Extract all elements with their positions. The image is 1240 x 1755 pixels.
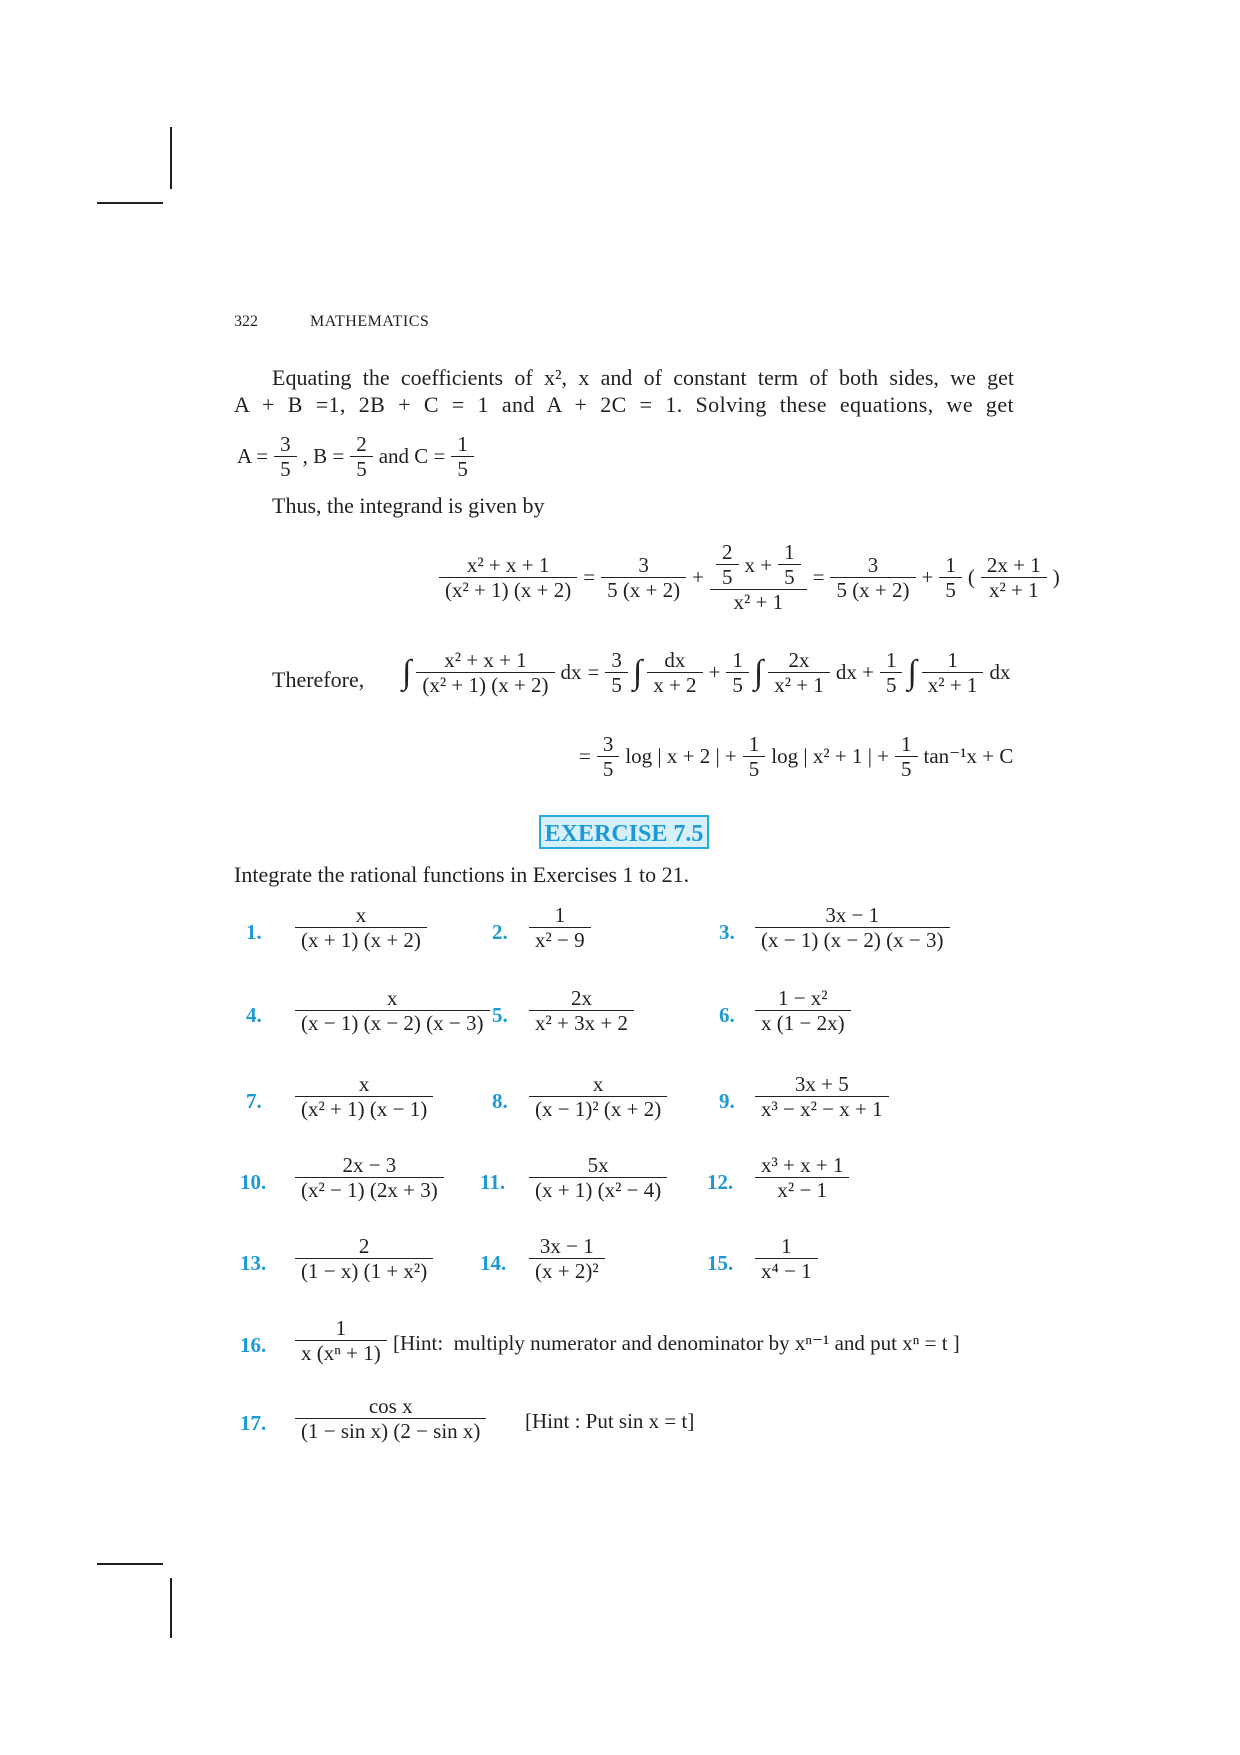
- math-text: x: [592, 1072, 604, 1096]
- denominator: [755, 1259, 818, 1283]
- math-text: x + 2: [653, 673, 697, 698]
- denominator: [295, 1011, 490, 1035]
- math-text: 5x: [587, 1153, 609, 1177]
- math-text: (x + 2)²: [535, 1259, 599, 1284]
- math-text: 2: [722, 540, 733, 564]
- denominator: [350, 457, 373, 481]
- exercise-11-expression: [526, 1153, 670, 1202]
- math-text: 5: [611, 673, 622, 698]
- math-text: (x − 1) (x − 2) (x − 3): [761, 928, 944, 953]
- math-text: x (1 − 2x): [761, 1011, 845, 1036]
- numerator: [755, 1153, 849, 1177]
- math-text: 2: [358, 1234, 370, 1258]
- exercise-4-expression: [292, 986, 493, 1035]
- math-text: (1 − x) (1 + x²): [301, 1259, 428, 1284]
- math-text: 2x: [570, 986, 592, 1010]
- exercise-7-expression: [292, 1072, 436, 1121]
- math-text: 3x − 1: [539, 1234, 594, 1258]
- math-text: 1: [732, 648, 743, 672]
- exercise-10-expression: [292, 1153, 447, 1202]
- exercise-3-expression: [752, 903, 953, 952]
- denominator: [830, 578, 915, 602]
- fraction: [768, 648, 830, 697]
- numerator: [981, 553, 1047, 577]
- math-text: x² + 1: [927, 673, 978, 698]
- denominator: [439, 578, 577, 602]
- exercise-6-expression: [752, 986, 854, 1035]
- therefore-label: Therefore,: [272, 667, 365, 692]
- numerator: [789, 1072, 855, 1096]
- exercise-16-expression: [292, 1316, 390, 1365]
- numerator: [597, 732, 620, 756]
- numerator: [363, 1394, 419, 1418]
- numerator: [451, 432, 474, 456]
- math-text: and C =: [378, 444, 446, 469]
- partial-fraction-equation: [436, 540, 1063, 614]
- math-text: 1: [945, 552, 956, 577]
- numerator: [565, 986, 598, 1010]
- numerator: [726, 648, 749, 672]
- denominator: [529, 1178, 667, 1202]
- math-text: 2: [356, 432, 367, 456]
- math-text: (x − 1)² (x + 2): [535, 1097, 662, 1122]
- math-text: x (xⁿ + 1): [301, 1341, 381, 1366]
- denominator: [295, 928, 427, 952]
- fraction: [939, 553, 962, 602]
- integral-sign: ∫: [402, 653, 412, 691]
- fraction: [755, 986, 851, 1035]
- math-text: x² − 1: [777, 1178, 828, 1203]
- numerator: [632, 553, 655, 577]
- denominator: [647, 673, 702, 697]
- numerator: [274, 432, 297, 456]
- math-text: 2x: [788, 648, 810, 672]
- fraction: [601, 553, 686, 602]
- numerator: [658, 648, 691, 672]
- math-text: =: [812, 564, 825, 589]
- exercise-number: 8.: [492, 1089, 508, 1113]
- math-text: 5: [722, 565, 733, 590]
- numerator: [587, 1072, 610, 1096]
- exercise-1-expression: [292, 903, 430, 952]
- numerator: [582, 1153, 615, 1177]
- fraction: [726, 648, 749, 697]
- math-text: 3: [280, 432, 291, 456]
- math-text: 3x − 1: [825, 903, 880, 927]
- fraction: [529, 986, 634, 1035]
- math-text: (x² + 1) (x + 2): [445, 577, 572, 602]
- fraction: [755, 903, 950, 952]
- fraction: [605, 648, 628, 697]
- exercise-number: 5.: [492, 1003, 508, 1027]
- denominator: [922, 673, 984, 697]
- math-text: x +: [744, 552, 773, 577]
- exercise-13-expression: [292, 1234, 436, 1283]
- math-text: 5 (x + 2): [607, 577, 681, 602]
- fraction: [529, 1153, 667, 1202]
- fraction: [895, 732, 918, 781]
- fraction: [529, 903, 591, 952]
- denominator: [755, 928, 950, 952]
- math-text: x² − 9: [535, 928, 585, 953]
- denominator: [939, 578, 962, 602]
- numerator: [939, 553, 962, 577]
- numerator: [880, 648, 903, 672]
- math-text: 5: [732, 673, 743, 698]
- denominator: [601, 578, 686, 602]
- exercise-2-expression: [526, 903, 594, 952]
- math-text: +: [692, 564, 704, 589]
- denominator: [416, 673, 554, 697]
- numerator: [819, 903, 885, 927]
- fraction: [778, 540, 801, 589]
- math-text: 1: [748, 732, 760, 756]
- math-text: x² + 1: [733, 590, 784, 615]
- exercise-12-expression: [752, 1153, 852, 1202]
- numerator: [772, 986, 834, 1010]
- math-text: 1: [554, 903, 566, 927]
- numerator: [775, 1234, 798, 1258]
- math-text: +: [921, 564, 934, 589]
- denominator: [726, 673, 749, 697]
- denominator: [295, 1178, 444, 1202]
- numerator: [895, 732, 918, 756]
- fraction: [416, 648, 554, 697]
- math-text: 1: [781, 1234, 792, 1258]
- math-text: (x² + 1) (x − 1): [301, 1097, 428, 1122]
- denominator: [295, 1097, 433, 1121]
- math-text: =: [583, 564, 596, 589]
- exercise-number: 6.: [719, 1003, 735, 1027]
- math-text: A =: [237, 444, 269, 469]
- math-text: (x − 1) (x − 2) (x − 3): [301, 1011, 484, 1036]
- math-text: x² + 1: [774, 673, 824, 698]
- math-text: ): [1052, 564, 1060, 589]
- denominator: [529, 1259, 605, 1283]
- paragraph-line: A + B =1, 2B + C = 1 and A + 2C = 1. Solving these equations, we get: [234, 392, 1014, 417]
- math-text: dx: [989, 660, 1011, 685]
- denominator: [768, 673, 830, 697]
- math-text: x: [355, 903, 367, 927]
- exercise-hint: [Hint: multiply numerator and denominator by xⁿ⁻¹ and put xⁿ = t ]: [393, 1331, 960, 1355]
- fraction: [647, 648, 702, 697]
- integral-sign: ∫: [632, 653, 643, 691]
- math-text: 1: [335, 1316, 347, 1340]
- math-text: +: [708, 660, 721, 685]
- integral-sign: ∫: [907, 653, 917, 691]
- denominator: [755, 1011, 851, 1035]
- numerator: [716, 540, 739, 564]
- exercise-8-expression: [526, 1072, 670, 1121]
- numerator: [941, 648, 964, 672]
- page-number: 322: [234, 313, 258, 330]
- denominator: [895, 757, 918, 781]
- math-text: 5: [356, 457, 367, 482]
- math-text: log | x + 2 | +: [625, 744, 737, 769]
- math-text: 1 − x²: [777, 986, 828, 1010]
- numerator: [605, 648, 628, 672]
- fraction: [274, 432, 297, 481]
- fraction: [295, 1316, 387, 1365]
- denominator: [529, 928, 591, 952]
- denominator: [295, 1259, 433, 1283]
- denominator: [597, 757, 620, 781]
- fraction: [295, 1072, 433, 1121]
- math-text: x² + 3x + 2: [535, 1011, 628, 1036]
- fraction: [755, 1072, 889, 1121]
- math-text: (x + 1) (x + 2): [301, 928, 421, 953]
- exercise-hint: [Hint : Put sin x = t]: [525, 1409, 695, 1433]
- crop-mark: [170, 127, 172, 189]
- numerator: [710, 540, 807, 589]
- math-text: 5: [901, 757, 912, 782]
- exercise-17-expression: [292, 1394, 489, 1443]
- exercise-number: 14.: [480, 1251, 507, 1275]
- exercise-number: 10.: [240, 1170, 267, 1194]
- exercise-number: 7.: [246, 1089, 262, 1113]
- math-text: (: [967, 564, 975, 589]
- math-text: dx: [664, 648, 686, 672]
- crop-mark: [97, 1563, 163, 1565]
- math-text: 1: [901, 732, 912, 756]
- exercise-number: 15.: [707, 1251, 734, 1275]
- exercise-number: 1.: [246, 920, 262, 944]
- math-text: 1: [784, 540, 795, 564]
- crop-mark: [97, 202, 163, 204]
- math-text: 5: [748, 757, 760, 782]
- exercise-title: EXERCISE 7.5: [539, 815, 709, 849]
- numerator: [330, 1316, 353, 1340]
- math-text: x³ − x² − x + 1: [761, 1097, 883, 1122]
- exercise-intro: Integrate the rational functions in Exercises 1 to 21.: [234, 862, 690, 887]
- denominator: [755, 1097, 889, 1121]
- denominator: [880, 673, 903, 697]
- math-text: =: [587, 660, 600, 685]
- fraction: [755, 1234, 818, 1283]
- integral-sign: ∫: [753, 653, 764, 691]
- math-text: x³ + x + 1: [761, 1153, 844, 1177]
- denominator: [274, 457, 297, 481]
- denominator: [605, 673, 628, 697]
- denominator: [743, 757, 766, 781]
- numerator: [353, 1234, 376, 1258]
- running-title: MATHEMATICS: [310, 313, 430, 330]
- math-text: x² + x + 1: [466, 552, 550, 577]
- fraction: [716, 540, 739, 589]
- fraction: [529, 1072, 667, 1121]
- exercise-15-expression: [752, 1234, 821, 1283]
- numerator: [350, 903, 373, 927]
- math-text: 5: [602, 757, 614, 782]
- denominator: [727, 590, 789, 614]
- fraction: [439, 553, 577, 602]
- numerator: [381, 986, 404, 1010]
- paragraph-line: Equating the coefficients of x², x and of constant term of both sides, we get: [272, 365, 1014, 390]
- fraction: [295, 1394, 486, 1443]
- exercise-9-expression: [752, 1072, 892, 1121]
- math-text: cos x: [368, 1394, 413, 1418]
- math-text: 3: [638, 552, 649, 577]
- math-text: =: [579, 744, 591, 769]
- math-text: x⁴ − 1: [761, 1259, 812, 1284]
- math-text: x: [387, 986, 398, 1010]
- denominator: [771, 1178, 833, 1202]
- fraction: [295, 986, 490, 1035]
- math-text: 5: [945, 577, 956, 602]
- math-text: 1: [457, 432, 468, 456]
- denominator: [716, 565, 739, 589]
- numerator: [350, 432, 373, 456]
- numerator: [743, 732, 766, 756]
- exercise-number: 13.: [240, 1251, 267, 1275]
- math-text: (x² − 1) (2x + 3): [301, 1178, 438, 1203]
- math-text: 3: [611, 648, 622, 672]
- math-text: 3x + 5: [794, 1072, 849, 1096]
- denominator: [295, 1341, 387, 1365]
- math-text: x² + 1: [988, 577, 1039, 602]
- fraction: [880, 648, 903, 697]
- math-text: (1 − sin x) (2 − sin x): [301, 1419, 481, 1444]
- exercise-number: 11.: [480, 1170, 506, 1194]
- math-text: 3: [867, 552, 879, 577]
- integral-equation: [400, 648, 1013, 697]
- math-text: 5: [280, 457, 291, 482]
- math-text: , B =: [302, 444, 345, 469]
- math-text: 2x + 1: [986, 552, 1041, 577]
- crop-mark: [170, 1578, 172, 1638]
- fraction: [755, 1153, 849, 1202]
- denominator: [778, 565, 801, 589]
- numerator: [353, 1072, 376, 1096]
- denominator: [529, 1097, 667, 1121]
- fraction: [743, 732, 766, 781]
- exercise-number: 16.: [240, 1333, 267, 1357]
- fraction: [710, 540, 807, 614]
- fraction: [451, 432, 474, 481]
- math-text: dx +: [835, 660, 874, 685]
- denominator: [983, 578, 1045, 602]
- numerator: [549, 903, 572, 927]
- math-text: x: [358, 1072, 370, 1096]
- math-text: tan⁻¹x + C: [923, 744, 1014, 769]
- exercise-14-expression: [526, 1234, 608, 1283]
- numerator: [783, 648, 816, 672]
- exercise-number: 9.: [719, 1089, 735, 1113]
- math-text: 5 (x + 2): [836, 577, 910, 602]
- exercise-number: 2.: [492, 920, 508, 944]
- numerator: [862, 553, 885, 577]
- exercise-5-expression: [526, 986, 637, 1035]
- exercise-number: 4.: [246, 1003, 262, 1027]
- math-text: (x + 1) (x² − 4): [535, 1178, 662, 1203]
- math-text: 5: [457, 457, 468, 482]
- math-text: 3: [602, 732, 614, 756]
- math-text: 5: [784, 565, 795, 590]
- fraction: [295, 903, 427, 952]
- math-text: (x² + 1) (x + 2): [422, 673, 549, 698]
- fraction: [981, 553, 1047, 602]
- paragraph-line: Thus, the integrand is given by: [272, 493, 545, 518]
- fraction: [597, 732, 620, 781]
- numerator: [336, 1153, 402, 1177]
- solution-values: [234, 432, 477, 481]
- fraction: [529, 1234, 605, 1283]
- fraction: [350, 432, 373, 481]
- numerator: [461, 553, 555, 577]
- denominator: [529, 1011, 634, 1035]
- math-text: x² + x + 1: [444, 648, 527, 672]
- math-text: 5: [885, 673, 897, 698]
- denominator: [451, 457, 474, 481]
- numerator: [534, 1234, 600, 1258]
- denominator: [295, 1419, 486, 1443]
- result-equation: [576, 732, 1016, 781]
- fraction: [922, 648, 984, 697]
- exercise-number: 3.: [719, 920, 735, 944]
- exercise-number: 12.: [707, 1170, 734, 1194]
- fraction: [295, 1153, 444, 1202]
- numerator: [778, 540, 801, 564]
- fraction: [830, 553, 915, 602]
- exercise-number: 17.: [240, 1411, 267, 1435]
- math-text: 2x − 3: [342, 1153, 397, 1177]
- math-text: dx: [560, 660, 582, 685]
- fraction: [295, 1234, 433, 1283]
- math-text: 1: [885, 648, 897, 672]
- math-text: log | x² + 1 | +: [771, 744, 890, 769]
- math-text: 1: [947, 648, 958, 672]
- numerator: [438, 648, 532, 672]
